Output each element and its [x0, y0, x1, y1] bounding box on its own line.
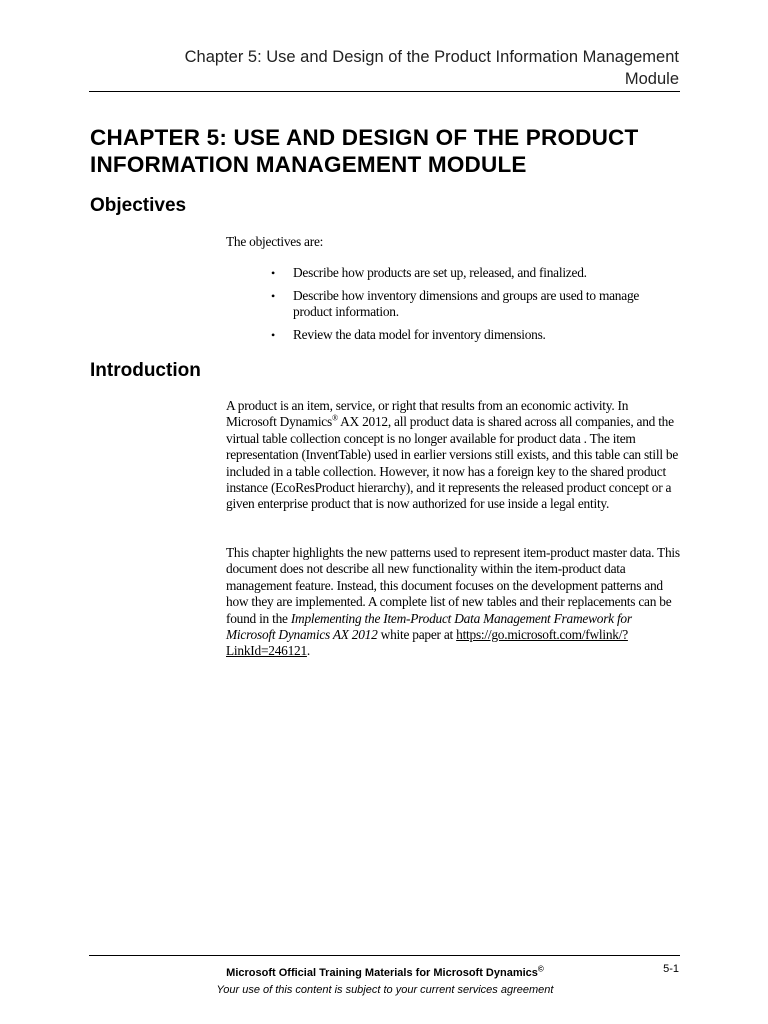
page-number: 5-1 [663, 963, 679, 975]
registered-mark: ® [331, 413, 338, 423]
list-item-text: Review the data model for inventory dimensions. [293, 327, 546, 342]
introduction-paragraph-2 [226, 545, 681, 660]
running-header-line1: Chapter 5: Use and Design of the Product Information Management [184, 48, 679, 66]
introduction-paragraph-1 [226, 398, 681, 513]
para1-text-a: A product is an item, service, or right that results from an economic activity. In Microsoft Dynamics [226, 398, 629, 430]
footer-divider [89, 955, 680, 956]
bullet-icon: • [271, 266, 275, 280]
para2-text-b: white paper at [377, 627, 457, 643]
para2-text-end: . [306, 643, 311, 659]
running-header-line2: Module [624, 70, 679, 88]
white-paper-link[interactable]: https://go.microsoft.com/fwlink/?LinkId=246121 [226, 627, 628, 659]
chapter-title-line1: CHAPTER 5: USE AND DESIGN OF THE PRODUCT [90, 125, 639, 150]
para1-text-b: AX 2012, all product data is shared across all companies, and the virtual table collection concept is no longer available for product data . The item representation (InventTable) used in earlier versions still exists, and this table can still be included in a table collection. However, it now has a foreign key to the shared product instance (EcoResProduct hierarchy), and it represents the released product concept or a given enterprise product that is now authorized for use inside a legal entity. [226, 414, 679, 512]
list-item-text: Describe how inventory dimensions and groups are used to manage product information. [293, 288, 640, 319]
copyright-mark: © [537, 964, 544, 974]
list-item [226, 265, 681, 281]
list-item [226, 288, 681, 320]
header-divider [89, 91, 680, 92]
bullet-icon: • [271, 289, 275, 303]
list-item-text: Describe how products are set up, released, and finalized. [293, 265, 587, 280]
list-item [226, 327, 681, 343]
footer-copyright [150, 964, 620, 979]
objectives-intro: The objectives are: [226, 234, 324, 249]
chapter-title-line2: INFORMATION MANAGEMENT MODULE [90, 152, 527, 177]
objectives-heading: Objectives [90, 195, 187, 216]
para2-text-a: This chapter highlights the new patterns used to represent item-product master data. This document does not describe all new functionality within the item-product data management feature. Instead, this document focuses on the development patterns and how they are implemented. A complete list of new tables and their replacements can be found in the [226, 545, 680, 626]
introduction-heading: Introduction [90, 360, 201, 381]
running-header [89, 46, 679, 90]
bullet-icon: • [271, 328, 275, 342]
objectives-list [226, 265, 681, 350]
chapter-title [90, 124, 690, 178]
white-paper-title: Implementing the Item-Product Data Management Framework for Microsoft Dynamics AX 2012 [226, 610, 632, 643]
footer-copyright-text: Microsoft Official Training Materials for Microsoft Dynamics [226, 967, 538, 979]
footer-agreement: Your use of this content is subject to your current services agreement [216, 984, 554, 996]
